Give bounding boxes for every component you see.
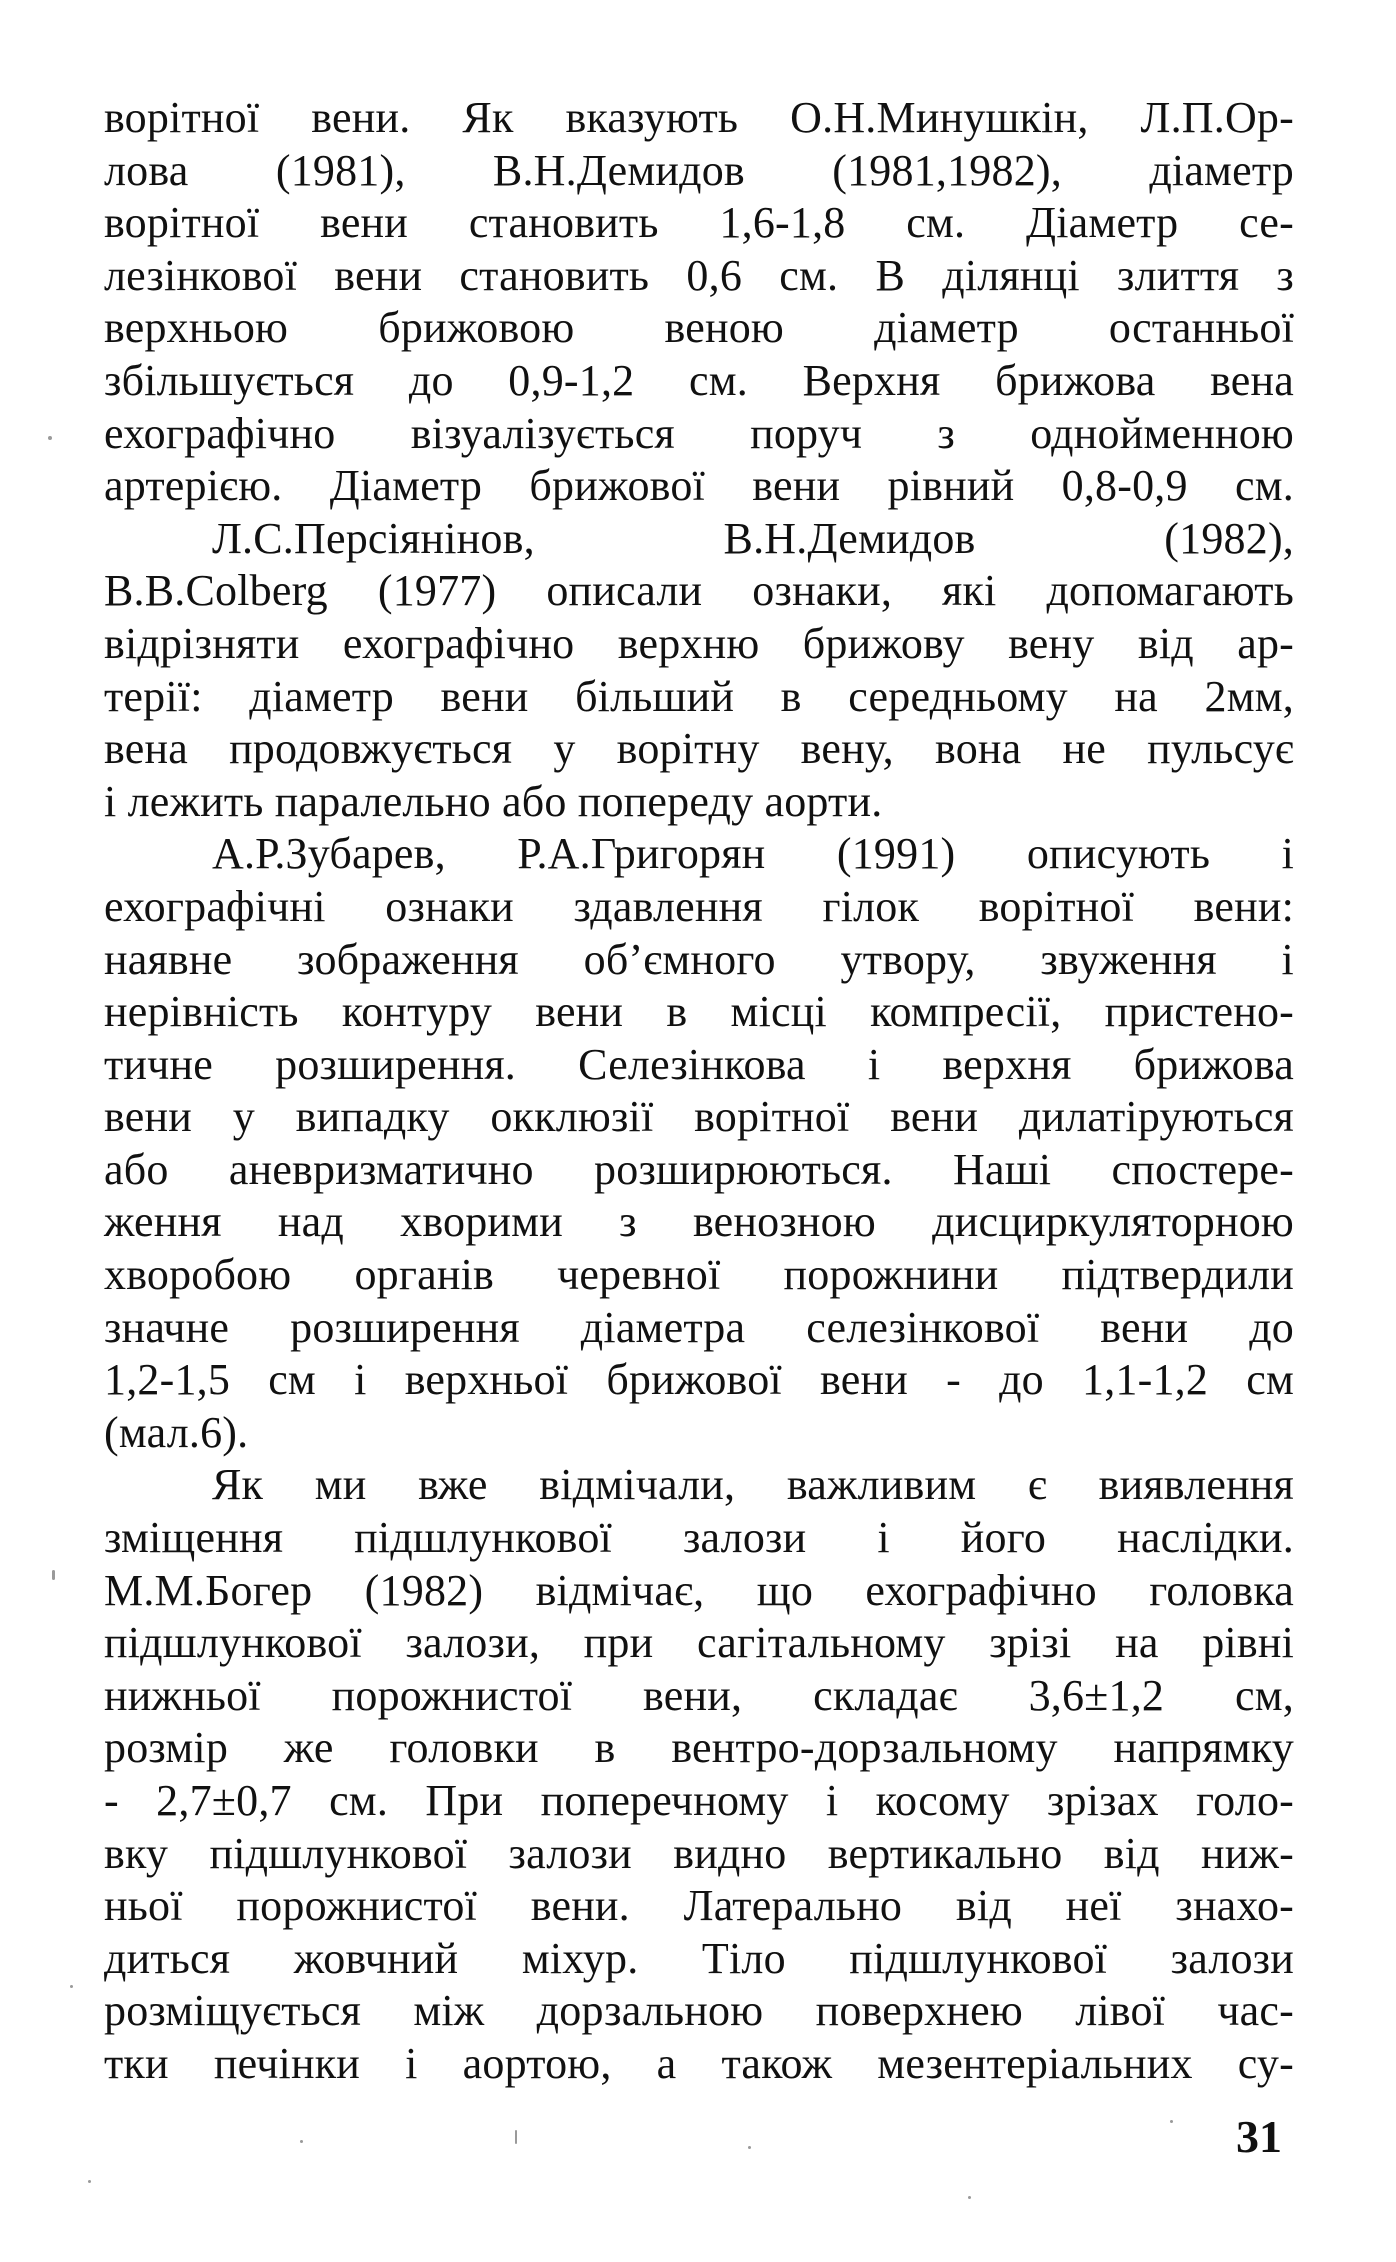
text-line: - 2,7±0,7 см. При поперечному і косому зрізах голо- bbox=[104, 1776, 1294, 1825]
text-line: ворітної вени становить 1,6-1,8 см. Діаметр се- bbox=[104, 198, 1294, 248]
text-line: вку підшлункової залози видно вертикально від ниж- bbox=[104, 1828, 1294, 1878]
text-line: ження над хворими з венозною дисциркуляторною bbox=[104, 1197, 1294, 1247]
book-page-text bbox=[104, 92, 1294, 2091]
text-line: артерією. Діаметр брижової вени рівний 0,8-0,9 см. bbox=[104, 461, 1294, 511]
text-line: зміщення підшлункової залози і його наслідки. bbox=[104, 1513, 1294, 1563]
text-line: диться жовчний міхур. Тіло підшлункової залози bbox=[104, 1933, 1294, 1983]
scan-speck bbox=[748, 2146, 751, 2149]
paragraph-4 bbox=[104, 1459, 1294, 2090]
text-line: ехографічно візуалізується поруч з однойменною bbox=[104, 408, 1294, 458]
text-line: нерівність контуру вени в місці компресії, пристено- bbox=[104, 987, 1294, 1037]
text-line: вени у випадку окклюзії ворітної вени дилатіруються bbox=[104, 1092, 1294, 1142]
text-line: В.В.Colberg (1977) описали ознаки, які допомагають bbox=[104, 566, 1294, 616]
scan-speck bbox=[52, 1570, 55, 1580]
text-line: або аневризматично розширюються. Наші спостере- bbox=[104, 1144, 1294, 1194]
scan-speck bbox=[300, 2140, 303, 2143]
text-line: терії: діаметр вени більший в середньому на 2мм, bbox=[104, 671, 1294, 721]
text-line: верхньою брижовою веною діаметр останньої bbox=[104, 303, 1294, 353]
text-line: тки печінки і аортою, а також мезентеріальних су- bbox=[104, 2038, 1294, 2088]
page-number: 31 bbox=[1236, 2111, 1282, 2162]
scan-speck bbox=[1170, 2120, 1173, 2123]
text-line: А.Р.Зубарев, Р.А.Григорян (1991) описують і bbox=[212, 829, 1294, 879]
text-line: (мал.6). bbox=[104, 1407, 249, 1457]
text-line: вена продовжується у ворітну вену, вона не пульсує bbox=[104, 724, 1294, 774]
paragraph-1 bbox=[104, 92, 1294, 513]
scan-speck bbox=[968, 2196, 971, 2199]
text-line: лова (1981), В.Н.Демидов (1981,1982), діаметр bbox=[104, 145, 1294, 195]
text-line: значне розширення діаметра селезінкової вени до bbox=[104, 1302, 1294, 1352]
text-line: 1,2-1,5 см і верхньої брижової вени - до 1,1-1,2 см bbox=[104, 1355, 1294, 1405]
text-line: розмір же головки в вентро-дорзальному напрямку bbox=[104, 1723, 1294, 1773]
paragraph-2 bbox=[104, 513, 1294, 829]
text-line: ворітної вени. Як вказують О.Н.Минушкін, Л.П.Ор- bbox=[104, 93, 1294, 142]
text-line: нижньої порожнистої вени, складає 3,6±1,2 см, bbox=[104, 1670, 1294, 1720]
text-line: лезінкової вени становить 0,6 см. В ділянці злиття з bbox=[104, 250, 1294, 300]
scan-speck bbox=[515, 2130, 517, 2144]
text-line: наявне зображення об’ємного утвору, звуження і bbox=[104, 934, 1294, 984]
text-line: Як ми вже відмічали, важливим є виявлення bbox=[212, 1460, 1294, 1510]
text-line: хворобою органів черевної порожнини підтвердили bbox=[104, 1250, 1294, 1300]
text-line: підшлункової залози, при сагітальному зрізі на рівні bbox=[104, 1618, 1294, 1668]
scan-speck bbox=[70, 1985, 73, 1988]
text-line: і лежить паралельно або попереду аорти. bbox=[104, 776, 883, 826]
text-line: розміщується між дорзальною поверхнею лівої час- bbox=[104, 1986, 1294, 2036]
text-line: ньої порожнистої вени. Латерально від неї знахо- bbox=[104, 1881, 1294, 1931]
text-line: М.М.Богер (1982) відмічає, що ехографічно головка bbox=[104, 1565, 1294, 1615]
text-line: збільшується до 0,9-1,2 см. Верхня брижова вена bbox=[104, 355, 1294, 405]
scan-speck bbox=[88, 2180, 91, 2183]
text-line: Л.С.Персіянінов, В.Н.Демидов (1982), bbox=[212, 513, 1294, 563]
paragraph-3 bbox=[104, 828, 1294, 1459]
text-line: тичне розширення. Селезінкова і верхня брижова bbox=[104, 1039, 1294, 1089]
text-line: відрізняти ехографічно верхню брижову вену від ар- bbox=[104, 618, 1294, 668]
text-line: ехографічні ознаки здавлення гілок ворітної вени: bbox=[104, 881, 1294, 931]
scan-speck bbox=[48, 436, 52, 440]
